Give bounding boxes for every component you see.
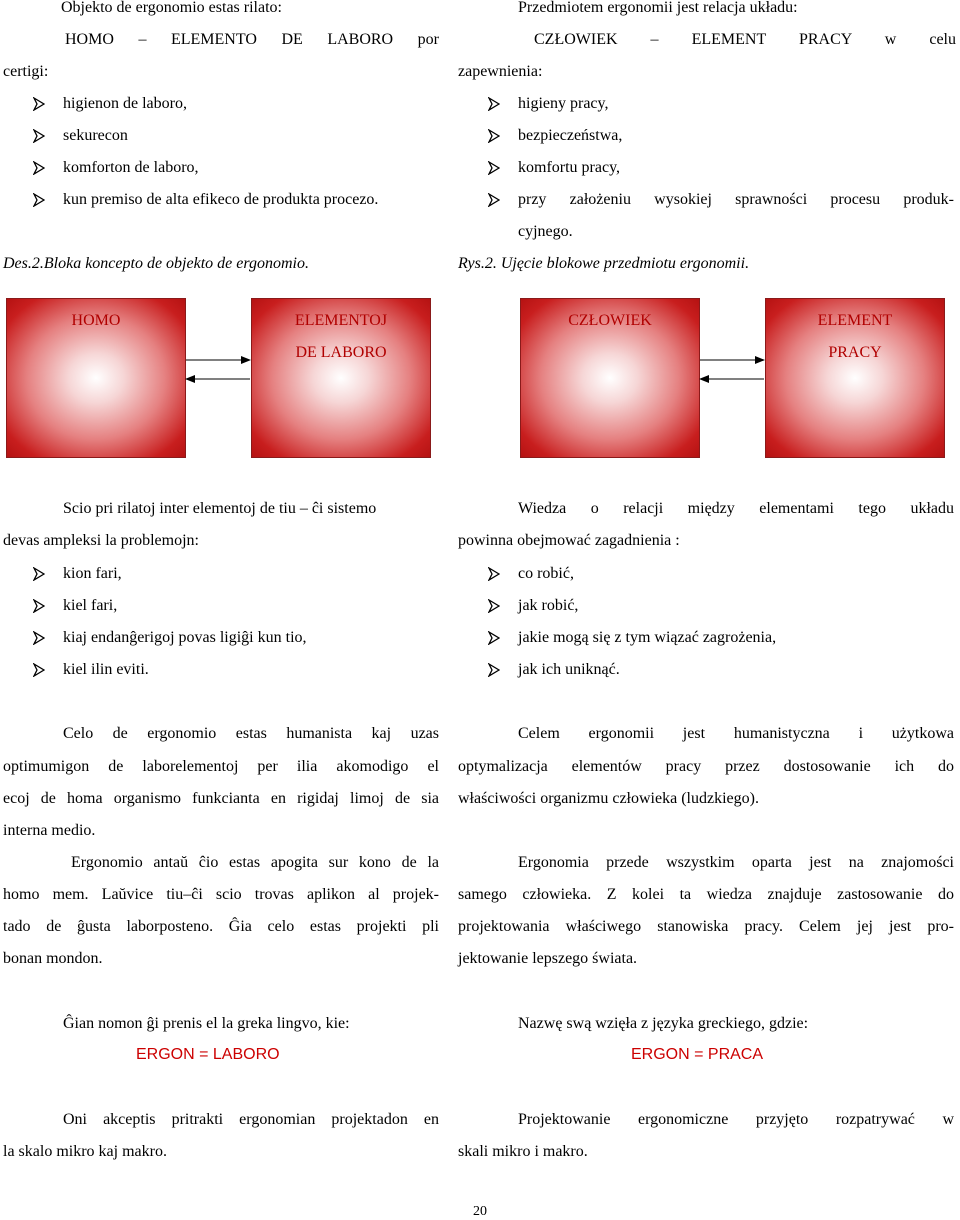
left-bullet-3: komforton de laboro, (63, 159, 199, 176)
right-p3-line1: Celem ergonomii jest humanistyczna i użytkowa (518, 725, 954, 742)
right-figure-caption: Rys.2. Ujęcie blokowe przedmiotu ergonomii. (458, 255, 750, 272)
right-bullet-3: komfortu pracy, (518, 159, 621, 176)
right-p6-line2: skali mikro i makro. (458, 1143, 588, 1160)
arrow-bullet-icon (488, 663, 500, 677)
arrow-bullet-icon (488, 129, 500, 143)
right-p6-line1: Projektowanie ergonomiczne przyjęto rozpatrywać w (518, 1111, 954, 1128)
left-double-arrow (184, 355, 252, 385)
arrow-bullet-icon (488, 599, 500, 613)
right-double-arrow (698, 355, 766, 385)
box-element-pracy-label-1: ELEMENT (817, 312, 893, 329)
left-p3-line2: optimumigon de laborelementoj per ilia akomodigo el (3, 758, 439, 775)
box-elementoj-label-2: DE LABORO (295, 344, 387, 361)
right-intro-line3: zapewnienia: (458, 63, 543, 80)
left-p2-line1: Scio pri rilatoj inter elementoj de tiu – ĉi sistemo (63, 500, 377, 517)
left-p4-line3: tado de ĝusta laborposteno. Ĝia celo estas projekti pli (3, 918, 439, 935)
arrow-bullet-icon (33, 161, 45, 175)
arrow-bullet-icon (33, 97, 45, 111)
left-p4-line2: homo mem. Laŭvice tiu–ĉi scio trovas aplikon al projek- (3, 886, 439, 903)
box-czlowiek-label: CZŁOWIEK (568, 312, 652, 329)
right-p4-line4: jektowanie lepszego świata. (458, 950, 638, 967)
left-intro-line2: HOMO – ELEMENTO DE LABORO por (65, 31, 439, 48)
left-p2-line2: devas ampleksi la problemojn: (3, 532, 199, 549)
right-bullet2-2: jak robić, (518, 597, 579, 614)
left-figure-caption: Des.2.Bloka koncepto de objekto de ergonomio. (3, 255, 309, 272)
right-bullet-4-cont: cyjnego. (518, 223, 573, 240)
box-elementoj-label-1: ELEMENTOJ (294, 312, 388, 329)
arrow-bullet-icon (33, 631, 45, 645)
left-p3-line1: Celo de ergonomio estas humanista kaj uzas (63, 725, 439, 742)
arrow-bullet-icon (488, 97, 500, 111)
box-homo-label: HOMO (71, 312, 121, 329)
left-bullet-2: sekurecon (63, 127, 128, 144)
right-bullet2-3: jakie mogą się z tym wiązać zagrożenia, (518, 629, 777, 646)
arrow-bullet-icon (33, 599, 45, 613)
right-p4-line1: Ergonomia przede wszystkim oparta jest na znajomości (518, 854, 954, 871)
right-p2-line2: powinna obejmować zagadnienia : (458, 532, 680, 549)
arrow-bullet-icon (488, 631, 500, 645)
arrow-bullet-icon (488, 567, 500, 581)
arrow-bullet-icon (488, 193, 500, 207)
arrow-bullet-icon (488, 161, 500, 175)
left-bullet-1: higienon de laboro, (63, 95, 187, 112)
page-number: 20 (473, 1204, 487, 1219)
box-element-pracy (765, 298, 945, 458)
right-bullet-1: higieny pracy, (518, 95, 609, 112)
right-p3-line3: właściwości organizmu człowieka (ludzkiego). (458, 790, 759, 807)
arrow-bullet-icon (33, 567, 45, 581)
right-intro-line1: Przedmiotem ergonomii jest relacja układu: (518, 0, 798, 16)
left-p4-line1: Ergonomio antaŭ ĉio estas apogita sur kono de la (71, 854, 439, 871)
left-p6-line2: la skalo mikro kaj makro. (3, 1143, 167, 1160)
left-bullet2-3: kiaj endanĝerigoj povas ligiĝi kun tio, (63, 629, 307, 646)
arrow-bullet-icon (33, 193, 45, 207)
right-bullet-2: bezpieczeństwa, (518, 127, 623, 144)
left-intro-line3: certigi: (3, 63, 49, 80)
box-homo (6, 298, 186, 458)
box-element-pracy-label-2: PRACY (828, 344, 882, 361)
arrow-bullet-icon (33, 129, 45, 143)
right-p3-line2: optymalizacja elementów pracy przez dostosowanie ich do (458, 758, 954, 775)
left-p6-line1: Oni akceptis pritrakti ergonomian projektadon en (63, 1111, 439, 1128)
right-bullet-4: przy założeniu wysokiej sprawności procesu produk- (518, 191, 954, 208)
arrow-bullet-icon (33, 663, 45, 677)
right-p5: Nazwę swą wzięła z języka greckiego, gdzie: (518, 1015, 809, 1032)
right-bullet2-4: jak ich uniknąć. (518, 661, 620, 678)
left-p3-line3: ecoj de homa organismo funkcianta en rigidaj limoj de sia (3, 790, 439, 807)
left-bullet2-2: kiel fari, (63, 597, 118, 614)
right-ergon-definition: ERGON = PRACA (631, 1046, 764, 1063)
left-bullet2-1: kion fari, (63, 565, 122, 582)
box-elementoj (251, 298, 431, 458)
left-bullet2-4: kiel ilin eviti. (63, 661, 149, 678)
right-p2-line1: Wiedza o relacji między elementami tego układu (518, 500, 954, 517)
right-p4-line2: samego człowieka. Z kolei ta wiedza znajduje zastosowanie do (458, 886, 954, 903)
left-bullet-4: kun premiso de alta efikeco de produkta procezo. (63, 191, 379, 208)
right-intro-line2: CZŁOWIEK – ELEMENT PRACY w celu (534, 31, 956, 48)
left-p3-line4: interna medio. (3, 822, 96, 839)
right-p4-line3: projektowania właściwego stanowiska pracy. Celem jej jest pro- (458, 918, 954, 935)
left-p4-line4: bonan mondon. (3, 950, 103, 967)
box-czlowiek (520, 298, 700, 458)
left-ergon-definition: ERGON = LABORO (136, 1046, 280, 1063)
right-bullet2-1: co robić, (518, 565, 574, 582)
left-intro-line1: Objekto de ergonomio estas rilato: (61, 0, 282, 16)
left-p5: Ĝian nomon ĝi prenis el la greka lingvo, kie: (63, 1015, 350, 1032)
